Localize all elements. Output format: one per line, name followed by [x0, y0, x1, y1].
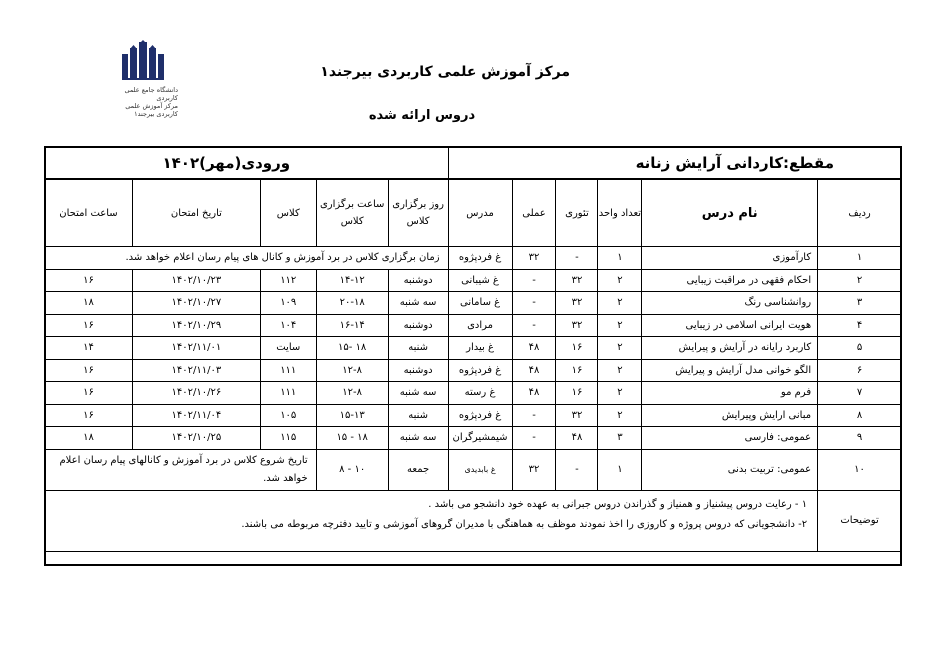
cell-row: ۷ — [818, 382, 902, 405]
cell-exam-time: ۱۶ — [45, 404, 133, 427]
cell-theory: ۴۸ — [556, 427, 598, 450]
cell-teacher: غ فردپژوه — [448, 404, 512, 427]
cell-day: شنبه — [388, 404, 448, 427]
cell-row: ۳ — [818, 292, 902, 315]
cell-day: شنبه — [388, 337, 448, 360]
course-table — [44, 146, 902, 552]
cell-exam-time: ۱۶ — [45, 269, 133, 292]
note-1: ۱ - رعایت دروس پیشنیاز و همنیاز و گذراندن دروس جبرانی به عهده خود دانشجو می باشد . — [428, 498, 808, 510]
table-row — [45, 427, 902, 450]
cell-course: هویت ایرانی اسلامی در زیبایی — [642, 314, 818, 337]
cell-day: جمعه — [388, 449, 448, 490]
cell-exam-time: ۱۶ — [45, 314, 133, 337]
cell-row: ۱۰ — [818, 449, 902, 490]
cell-room: ۱۱۱ — [260, 359, 316, 382]
cell-time: ۱۴-۱۲ — [316, 269, 388, 292]
col-units: تعداد واحد — [598, 179, 642, 247]
cell-course: کاربرد رایانه در آرایش و پیرایش — [642, 337, 818, 360]
cell-course: عمومی: فارسی — [642, 427, 818, 450]
cell-time: ۱۲-۸ — [316, 359, 388, 382]
cell-row: ۴ — [818, 314, 902, 337]
cell-teacher: غ شیبانی — [448, 269, 512, 292]
cell-row: ۹ — [818, 427, 902, 450]
table-row — [45, 382, 902, 405]
cell-exam-time: ۱۶ — [45, 359, 133, 382]
logo-caption — [104, 86, 178, 118]
col-teacher: مدرس — [448, 179, 512, 247]
cell-course: احکام فقهی در مراقبت زیبایی — [642, 269, 818, 292]
cell-teacher: مرادی — [448, 314, 512, 337]
cell-course: روانشناسی رنگ — [642, 292, 818, 315]
entry-title: ورودی(مهر)۱۴۰۲ — [45, 147, 449, 180]
cell-teacher: غ سامانی — [448, 292, 512, 315]
cell-teacher: غ فردپژوه — [448, 247, 512, 270]
cell-course: الگو خوانی مدل آرایش و پیرایش — [642, 359, 818, 382]
column-header-row — [45, 179, 902, 247]
cell-time: ۱۸ - ۱۵ — [316, 427, 388, 450]
cell-room: ۱۰۴ — [260, 314, 316, 337]
cell-units: ۳ — [598, 427, 642, 450]
cell-course: عمومی: تربیت بدنی — [642, 449, 818, 490]
cell-practical: - — [512, 269, 556, 292]
cell-practical: - — [512, 404, 556, 427]
cell-units: ۱ — [598, 247, 642, 270]
cell-exam-date: ۱۴۰۲/۱۱/۰۳ — [132, 359, 260, 382]
cell-teacher: شیمشیرگران — [448, 427, 512, 450]
cell-course: مبانی ارایش وپیرایش — [642, 404, 818, 427]
cell-exam-time: ۱۶ — [45, 382, 133, 405]
cell-exam-time: ۱۸ — [45, 427, 133, 450]
cell-row: ۸ — [818, 404, 902, 427]
table-row — [45, 449, 902, 490]
cell-theory: ۳۲ — [556, 292, 598, 315]
cell-note: زمان برگزاری کلاس در برد آموزش و کانال های پیام رسان اعلام خواهد شد. — [45, 247, 449, 270]
cell-practical: - — [512, 292, 556, 315]
cell-day: دوشنبه — [388, 314, 448, 337]
cell-time: ۱۵-۱۳ — [316, 404, 388, 427]
cell-exam-date: ۱۴۰۲/۱۱/۰۴ — [132, 404, 260, 427]
cell-exam-date: ۱۴۰۲/۱۰/۲۶ — [132, 382, 260, 405]
col-day: روز برگزاری کلاس — [388, 179, 448, 247]
cell-practical: ۴۸ — [512, 337, 556, 360]
cell-exam-date: ۱۴۰۲/۱۰/۲۳ — [132, 269, 260, 292]
cell-teacher: غ بابدیدی — [448, 449, 512, 490]
col-course: نام درس — [642, 179, 818, 247]
cell-exam-date: ۱۴۰۲/۱۰/۲۵ — [132, 427, 260, 450]
cell-row: ۲ — [818, 269, 902, 292]
cell-practical: ۳۲ — [512, 247, 556, 270]
cell-theory: ۳۲ — [556, 269, 598, 292]
cell-theory: - — [556, 449, 598, 490]
cell-course: فرم مو — [642, 382, 818, 405]
cell-teacher: غ فردپژوه — [448, 359, 512, 382]
col-row: ردیف — [818, 179, 902, 247]
table-row — [45, 314, 902, 337]
cell-units: ۲ — [598, 359, 642, 382]
table-row — [45, 247, 902, 270]
cell-time: ۱۰ - ۸ — [316, 449, 388, 490]
cell-practical: ۴۸ — [512, 382, 556, 405]
cell-theory: - — [556, 247, 598, 270]
notes-cell — [45, 490, 818, 551]
cell-day: سه شنبه — [388, 427, 448, 450]
cell-time: ۱۸ -۱۵ — [316, 337, 388, 360]
cell-exam-date: ۱۴۰۲/۱۱/۰۱ — [132, 337, 260, 360]
cell-day: سه شنبه — [388, 292, 448, 315]
cell-time: ۱۶-۱۴ — [316, 314, 388, 337]
cell-units: ۲ — [598, 382, 642, 405]
cell-theory: ۳۲ — [556, 314, 598, 337]
center-title: مرکز آموزش علمی کاربردی بیرجند۱ — [320, 64, 570, 80]
cell-exam-date: ۱۴۰۲/۱۰/۲۷ — [132, 292, 260, 315]
cell-practical: ۴۸ — [512, 359, 556, 382]
cell-room: ۱۱۵ — [260, 427, 316, 450]
table-row — [45, 269, 902, 292]
cell-units: ۱ — [598, 449, 642, 490]
notes-label: توضیحات — [818, 490, 902, 551]
cell-units: ۲ — [598, 337, 642, 360]
table-row — [45, 292, 902, 315]
cell-practical: - — [512, 314, 556, 337]
cell-theory: ۳۲ — [556, 404, 598, 427]
col-room: کلاس — [260, 179, 316, 247]
logo-caption-text: دانشگاه جامع علمی کاربردی مرکز آموزش علمی کاربردی بیرجند۱ — [124, 86, 178, 118]
note-2: ۲- دانشجویانی که دروس پروژه و کاروزی را اخذ نمودند موظف به هماهنگی با مدیران گروهای آموزشی و تایید دفترچه مربوطه می باشند. — [241, 518, 808, 530]
table-row — [45, 337, 902, 360]
cell-row: ۵ — [818, 337, 902, 360]
cell-room: ۱۰۹ — [260, 292, 316, 315]
cell-units: ۲ — [598, 404, 642, 427]
table-row — [45, 359, 902, 382]
cell-exam-time: ۱۴ — [45, 337, 133, 360]
cell-day: دوشنبه — [388, 359, 448, 382]
cell-practical: - — [512, 427, 556, 450]
cell-practical: ۳۲ — [512, 449, 556, 490]
cell-units: ۲ — [598, 269, 642, 292]
cell-theory: ۱۶ — [556, 359, 598, 382]
table-row — [45, 404, 902, 427]
cell-teacher: غ رسته — [448, 382, 512, 405]
cell-room: ۱۰۵ — [260, 404, 316, 427]
cell-time: ۲۰-۱۸ — [316, 292, 388, 315]
program-title: مقطع:کاردانی آرایش زنانه — [448, 147, 901, 180]
cell-room: ۱۱۲ — [260, 269, 316, 292]
cell-teacher: غ بیدار — [448, 337, 512, 360]
cell-theory: ۱۶ — [556, 337, 598, 360]
cell-theory: ۱۶ — [556, 382, 598, 405]
cell-row: ۶ — [818, 359, 902, 382]
col-theory: تئوری — [556, 179, 598, 247]
cell-units: ۲ — [598, 292, 642, 315]
col-practical: عملی — [512, 179, 556, 247]
cell-row: ۱ — [818, 247, 902, 270]
page-subtitle: دروس ارائه شده — [368, 108, 476, 123]
cell-exam-date: ۱۴۰۲/۱۰/۲۹ — [132, 314, 260, 337]
col-exam-date: تاریخ امتحان — [132, 179, 260, 247]
cell-note: تاریخ شروع کلاس در برد آموزش و کانالهای پیام رسان اعلام خواهد شد. — [45, 449, 317, 490]
notes-row — [45, 490, 902, 551]
cell-exam-time: ۱۸ — [45, 292, 133, 315]
cell-day: دوشنبه — [388, 269, 448, 292]
cell-course: کارآموزی — [642, 247, 818, 270]
cell-time: ۱۲-۸ — [316, 382, 388, 405]
cell-room: سایت — [260, 337, 316, 360]
cell-day: سه شنبه — [388, 382, 448, 405]
cell-room: ۱۱۱ — [260, 382, 316, 405]
col-time: ساعت برگزاری کلاس — [316, 179, 388, 247]
col-exam-time: ساعت امتحان — [45, 179, 133, 247]
program-header-row — [45, 147, 902, 180]
cell-units: ۲ — [598, 314, 642, 337]
